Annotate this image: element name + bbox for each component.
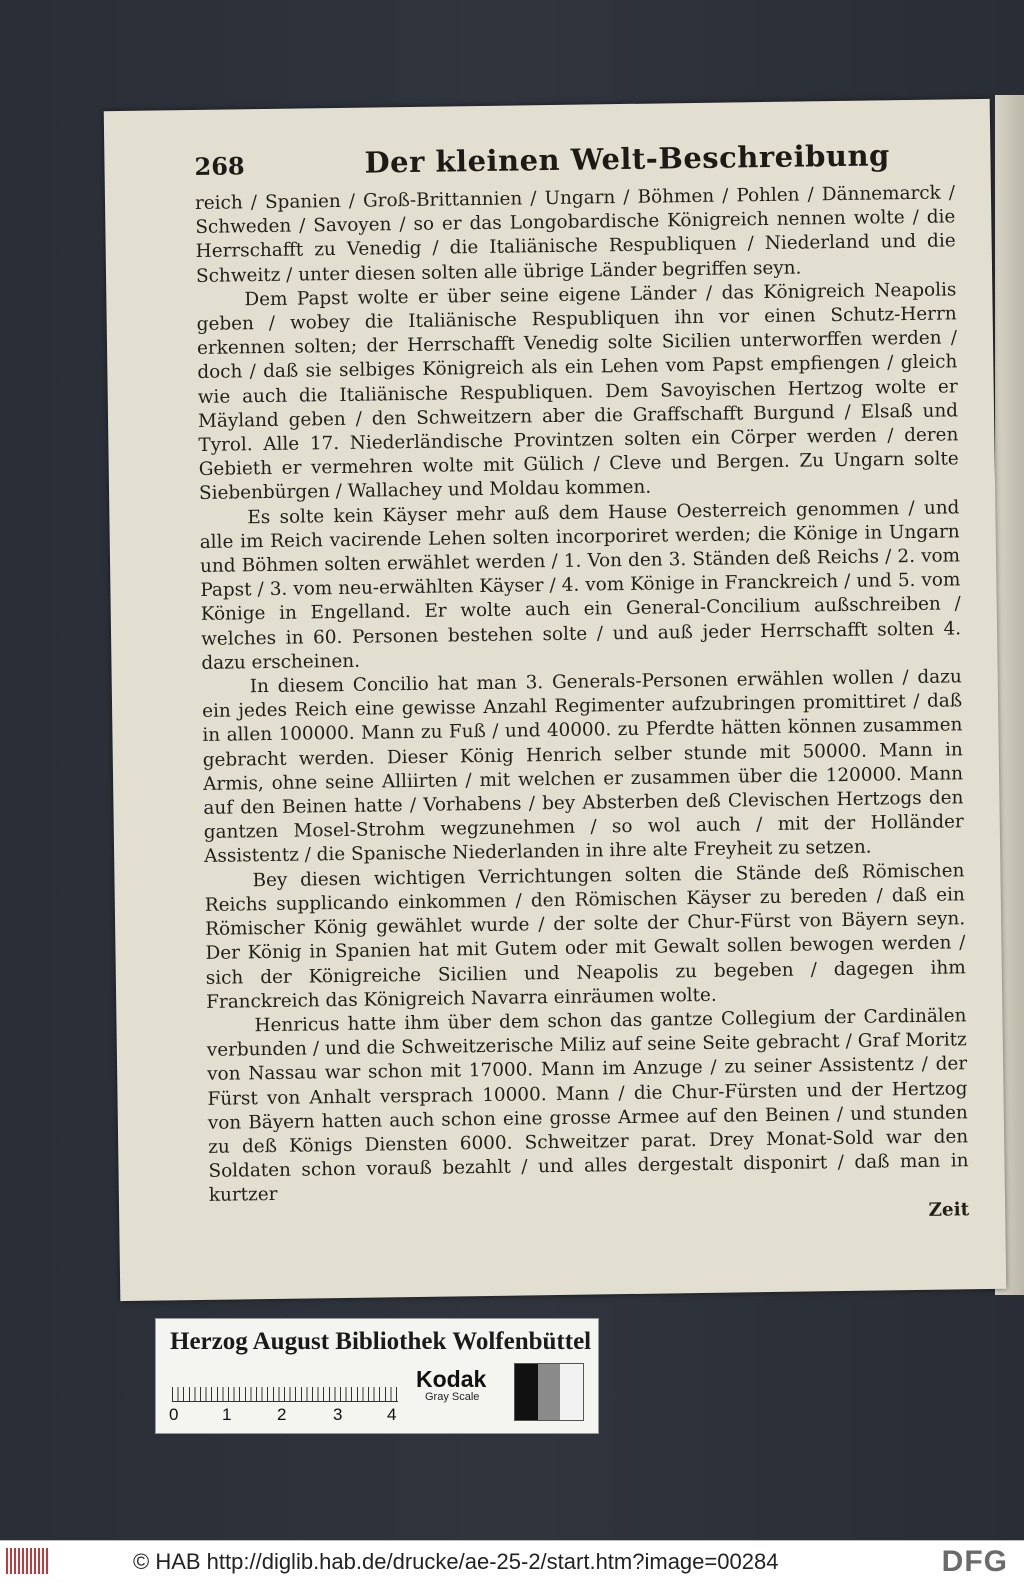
- page-number: 268: [194, 151, 245, 181]
- gray-swatches: [514, 1363, 584, 1421]
- color-calibration-card: [155, 1318, 599, 1434]
- footer-credit-link[interactable]: © HAB http://diglib.hab.de/drucke/ae-25-2/start.htm?image=00284: [133, 1549, 779, 1574]
- scale-number: 2: [277, 1405, 287, 1424]
- scale-number: 0: [169, 1405, 179, 1424]
- paragraph-2: Dem Papst wolte er über seine eigene Länder / das Königreich Neapolis geben / wobey die Italiänische Respubliquen ihn vor einen Schutz-Herrn erkennen solten; der Herrschafft Venedig solte Sicilien unterworffen werden / doch / daß sie selbiges Königreich als ein Lehen vom Papst empfiengen / gleich wie auch die Italiänische Respubliquen. Dem Savoyischen Hertzog wolte er Mäyland geben / den Schweitzern aber die Graffschafft Burgund / Elsaß und Tyrol. Alle 17. Niederländische Provintzen solten ein Cörper werden / deren Gebieth er vermehren wolte mit Gülich / Cleve und Bergen. Zu Ungarn solte Siebenbürgen / Wallachey und Moldau kommen.: [196, 279, 959, 505]
- barcode-icon: [6, 1548, 48, 1574]
- page-body: [195, 181, 969, 1232]
- catchword: Zeit: [928, 1198, 970, 1221]
- book-page: [104, 99, 1007, 1301]
- scale-number: 4: [387, 1405, 397, 1424]
- footer-bar: [0, 1540, 1024, 1583]
- kodak-logo: Kodak: [416, 1366, 487, 1392]
- dfg-logo: DFG: [941, 1545, 1008, 1578]
- running-title: Der kleinen Welt-Beschreibung: [364, 138, 891, 180]
- paragraph-1: reich / Spanien / Groß-Brittannien / Ungarn / Böhmen / Pohlen / Dännemarck / Schweden / Savoyen / so er das Longobardische Königreich nennen wolte / die Herrschafft zu Venedig / die Italiänische Respubliquen / Niederland und die Schweitz / unter diesen solten alle übrige Länder begriffen seyn.: [194, 182, 956, 287]
- library-name: Herzog August Bibliothek Wolfenbüttel: [170, 1328, 592, 1355]
- paragraph-4: In diesem Concilio hat man 3. Generals-Personen erwählen wollen / dazu ein jedes Reich eine gewisse Anzahl Regimenter aufzubringen promittiret / daß in allen 100000. Mann zu Fuß / und 40000. zu Pferdte hätten können zusammen gebracht werden. Dieser König Henrich selber stunde mit 50000. Mann in Armis, ohne seine Alliirten / mit welchen er zusammen über die 120000. Mann auf den Beinen hatte / Vorhabens / bey Absterben deß Clevischen Hertzogs den gantzen Mosel-Strohm wegzunehmen / so wol auch / mit der Holländer Assistentz / die Spanische Niederlanden in ihre alte Freyheit zu setzen.: [201, 666, 964, 868]
- scale-number: 3: [333, 1405, 343, 1424]
- scale-ruler: [172, 1371, 398, 1402]
- scale-number: 1: [222, 1405, 232, 1424]
- paragraph-6: Henricus hatte ihm über dem schon das gantze Collegium der Cardinälen verbunden / und die Schweitzerische Miliz auf seine Seite gebracht / Graf Moritz von Nassau war schon mit 17000. Mann im Anzuge / zu seiner Assistentz / der Fürst von Anhalt versprach 10000. Mann / die Chur-Fürsten und der Hertzog von Bäyern hatten auch schon eine grosse Armee auf den Beinen / und stunden zu deß Königs Diensten 6000. Schweitzer parat. Drey Monat-Sold war den Soldaten schon vorauß bezahlt / und alles dergestalt disponirt / daß man in kurtzer: [206, 1005, 969, 1207]
- gray-scale-label: Gray Scale: [425, 1391, 480, 1403]
- page-header: [194, 137, 954, 188]
- paragraph-5: Bey diesen wichtigen Verrichtungen solten die Stände deß Römischen Reichs supplicando einkommen / den Römischen Käyser zu bereden / daß ein Römischer König gewählet wurde / der solte der Chur-Fürst von Bäyern seyn. Der König in Spanien hat mit Gutem oder mit Gewalt sollen bewogen werden / sich der Königreiche Sicilien und Neapolis zu begeben / dagegen ihm Franckreich das Königreich Navarra einräumen wolte.: [204, 859, 966, 1013]
- paragraph-3: Es solte kein Käyser mehr auß dem Hause Oesterreich genommen / und alle im Reich vacirende Lehen solten incorporiret werden; die Könige in Ungarn und Böhmen solten erwählet werden / 1. Von den 3. Ständen deß Reichs / 2. vom Papst / 3. vom neu-erwählten Käyser / 4. vom Könige in Franckreich / und 5. vom Könige in Engelland. Er wolte auch ein General-Concilium außschreiben / welches in 60. Personen bestehen solte / und auß jeder Herrschafft solten 4. dazu erscheinen.: [199, 496, 962, 674]
